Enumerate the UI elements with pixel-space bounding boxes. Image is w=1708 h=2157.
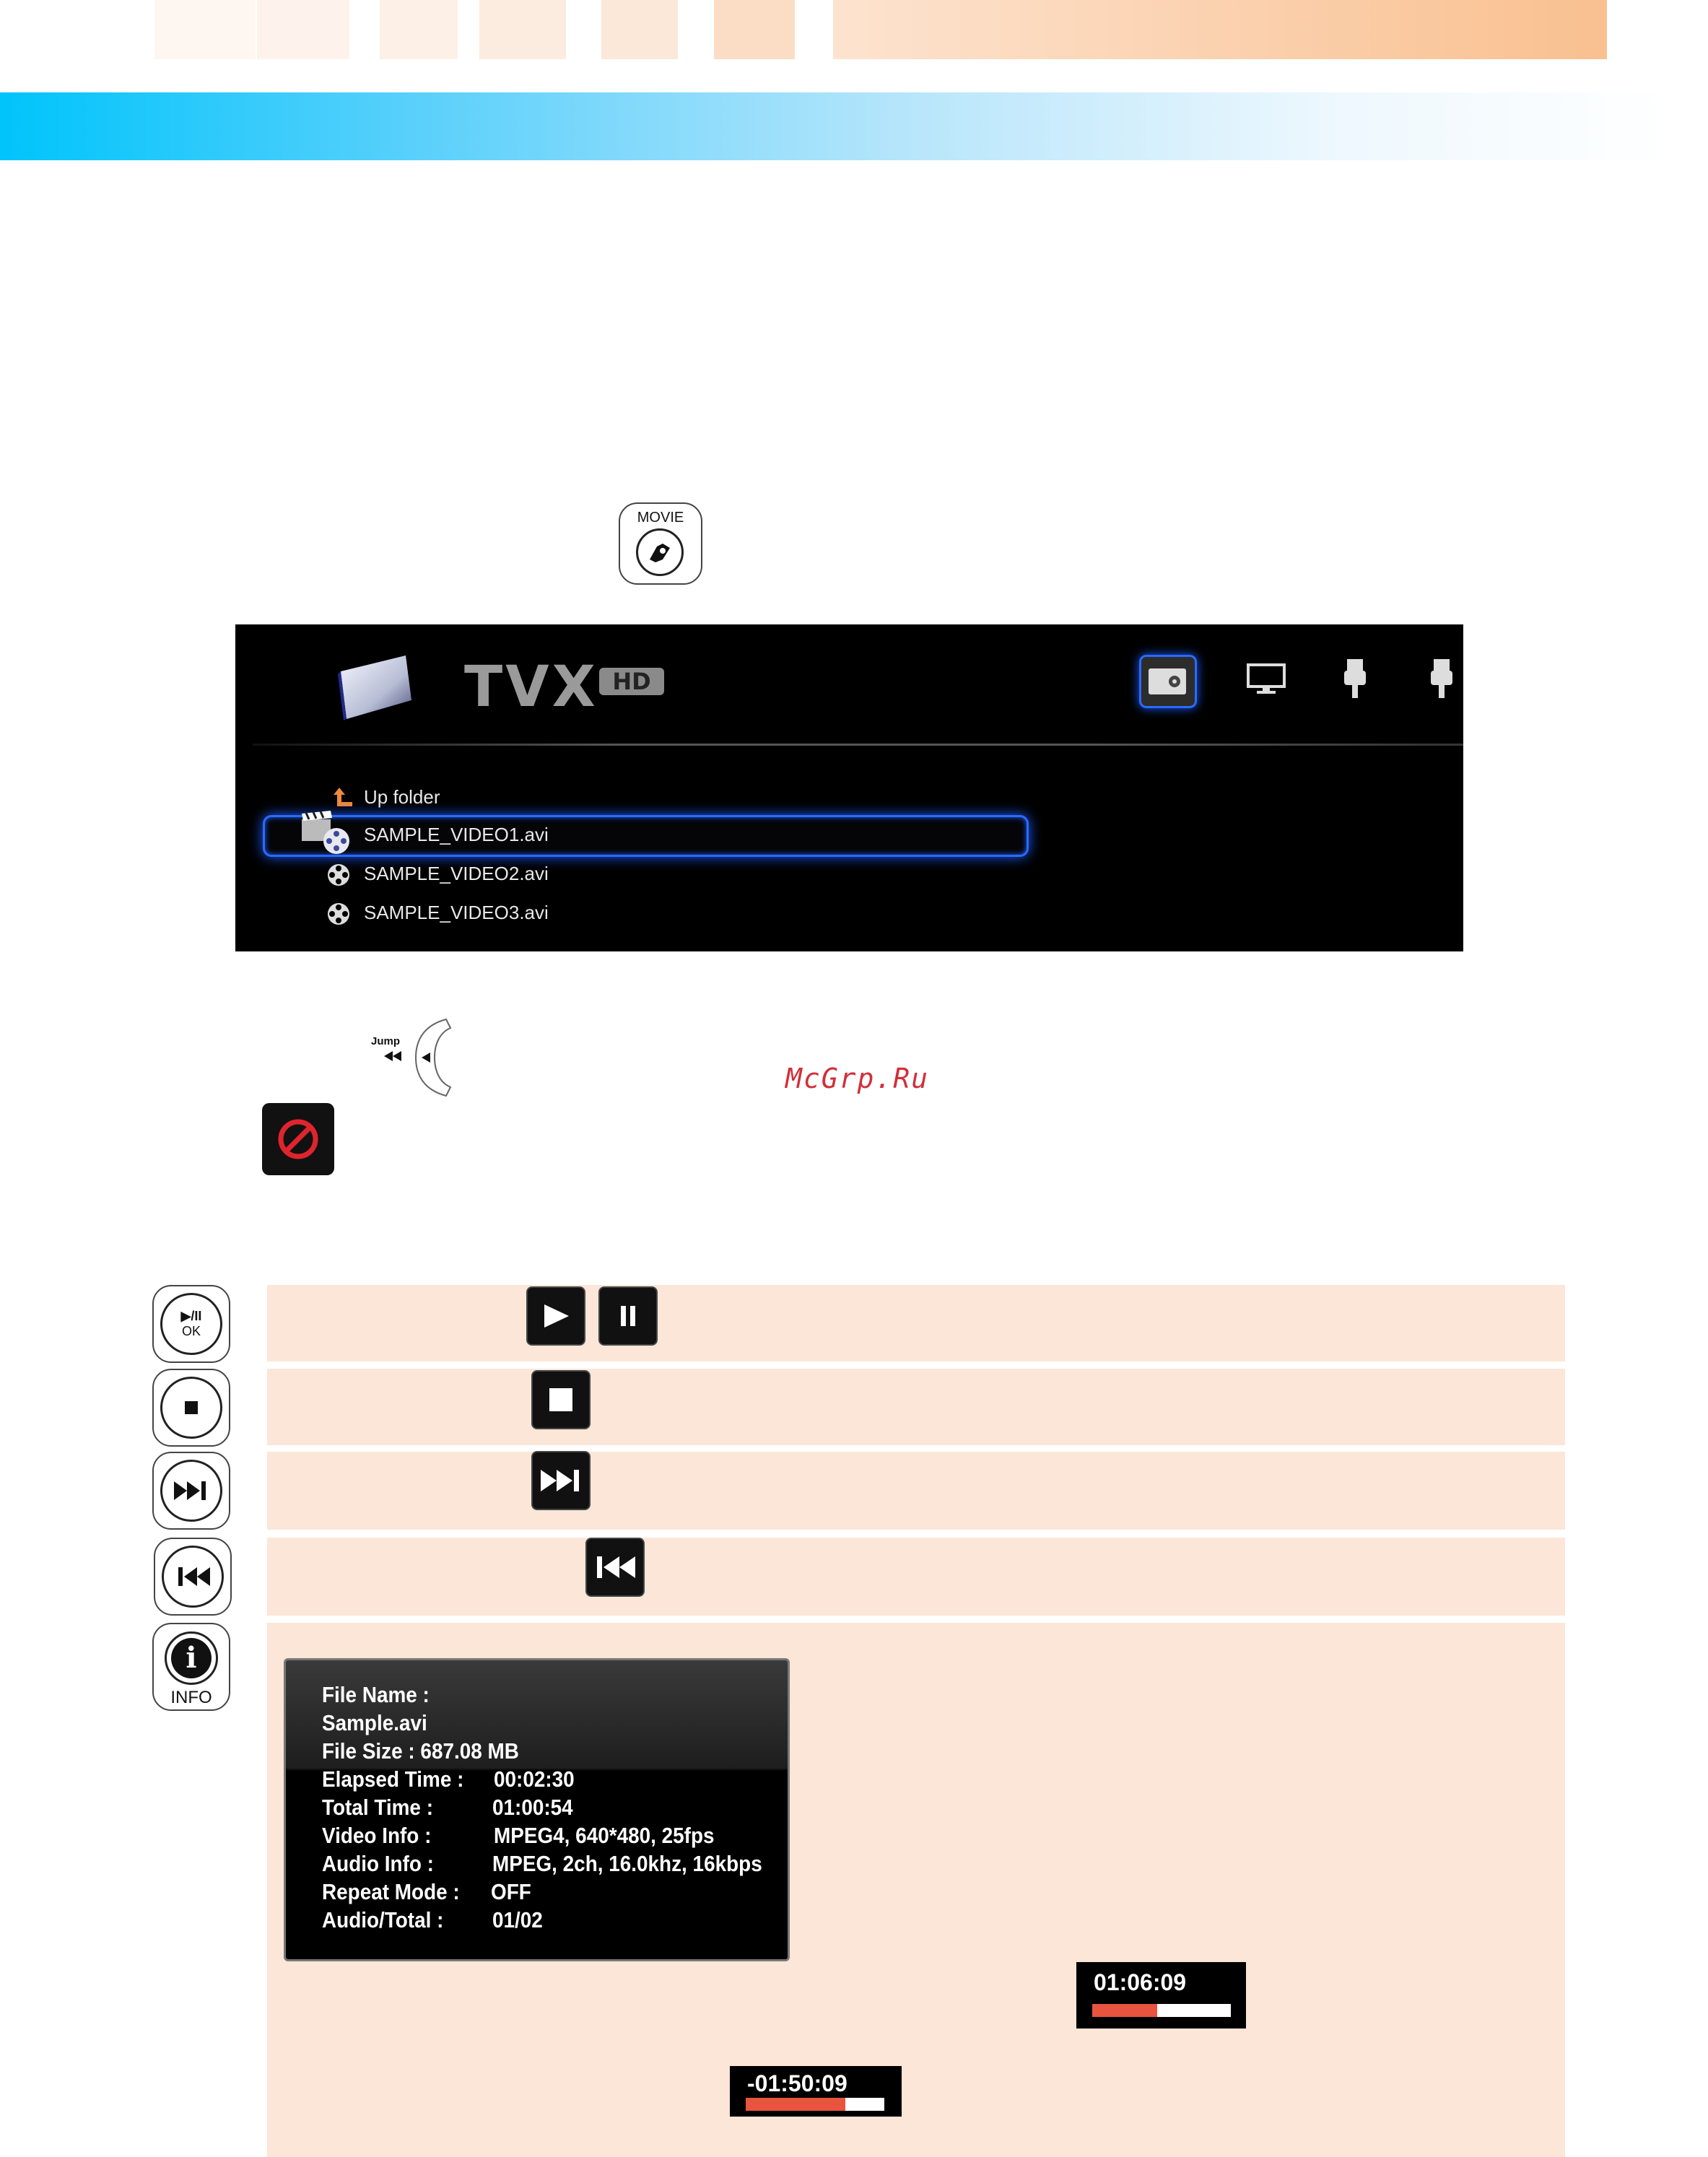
usb-icon[interactable] xyxy=(1416,655,1463,701)
elapsed-time-display xyxy=(1076,1962,1246,2029)
next-row xyxy=(267,1452,1565,1530)
previous-icon xyxy=(585,1538,645,1597)
header-gradient-bar xyxy=(0,92,1675,160)
pause-icon xyxy=(598,1286,658,1346)
stop-row xyxy=(267,1369,1565,1445)
file-row[interactable] xyxy=(235,894,1029,931)
movie-button-label: MOVIE xyxy=(637,510,684,526)
header-block-5 xyxy=(601,0,678,59)
info-row-label: Repeat Mode : xyxy=(322,1879,460,1904)
header-block-1 xyxy=(154,0,256,59)
info-row-label: Audio/Total : xyxy=(322,1907,444,1932)
next-icon xyxy=(531,1451,591,1510)
previous-row xyxy=(267,1538,1565,1616)
stop-icon xyxy=(185,1401,198,1414)
prohibited-icon xyxy=(262,1103,334,1175)
previous-button[interactable] xyxy=(154,1538,232,1616)
info-row-label: Video Info : xyxy=(322,1823,432,1848)
info-row-value: 01/02 xyxy=(492,1907,543,1932)
info-row-label: Total Time : xyxy=(322,1795,433,1820)
info-row-value: MPEG4, 640*480, 25fps xyxy=(494,1823,715,1848)
up-arrow-icon xyxy=(332,786,355,808)
elapsed-progress-bar xyxy=(1092,2004,1231,2017)
movie-button[interactable] xyxy=(619,502,702,585)
play-pause-row xyxy=(267,1285,1565,1361)
file-name-value: Sample.avi xyxy=(322,1710,427,1735)
file-row[interactable] xyxy=(235,855,1029,892)
device-image xyxy=(336,650,416,722)
info-panel xyxy=(284,1658,790,1961)
header-block-3 xyxy=(380,0,458,59)
info-row-label: Elapsed Time : xyxy=(322,1766,464,1792)
film-reel-icon xyxy=(636,528,684,576)
jump-button[interactable] xyxy=(411,1018,455,1097)
hd-badge: HD xyxy=(599,668,664,695)
remaining-progress-fill xyxy=(746,2098,845,2111)
usb-icon[interactable] xyxy=(1330,655,1380,701)
file-name: SAMPLE_VIDEO1.avi xyxy=(364,824,549,845)
info-row-value: OFF xyxy=(491,1879,531,1904)
header-divider xyxy=(253,744,1463,746)
jump-label: Jump xyxy=(371,1035,401,1047)
brand-logo: TVX xyxy=(464,655,598,720)
play-pause-label: ▶/II xyxy=(180,1309,202,1323)
ok-label: OK xyxy=(181,1324,201,1338)
remaining-progress-bar xyxy=(746,2098,884,2111)
elapsed-time: 01:06:09 xyxy=(1094,1969,1187,1995)
up-folder-row[interactable] xyxy=(235,779,1029,815)
info-label: INFO xyxy=(170,1688,212,1707)
film-reel-icon xyxy=(326,863,351,887)
file-name: SAMPLE_VIDEO3.avi xyxy=(364,902,549,923)
next-button[interactable] xyxy=(152,1452,230,1530)
play-ok-button[interactable] xyxy=(152,1285,230,1363)
play-icon xyxy=(526,1286,585,1346)
up-folder-label: Up folder xyxy=(364,786,440,808)
file-name: SAMPLE_VIDEO2.avi xyxy=(364,863,549,884)
info-row-value: 01:00:54 xyxy=(492,1795,573,1820)
header-block-6 xyxy=(714,0,795,59)
file-browser-screen xyxy=(235,624,1463,951)
elapsed-progress-fill xyxy=(1092,2004,1157,2017)
header-block-2 xyxy=(257,0,349,59)
remaining-time-display xyxy=(730,2066,902,2117)
header-block-4 xyxy=(479,0,566,59)
remaining-time: -01:50:09 xyxy=(747,2070,848,2096)
hdd-icon[interactable] xyxy=(1139,655,1197,708)
next-icon xyxy=(174,1481,209,1500)
file-name-label: File Name : xyxy=(322,1682,430,1707)
header-block-7 xyxy=(833,0,1607,59)
video-file-icon xyxy=(299,809,354,857)
info-row-value: 00:02:30 xyxy=(494,1766,575,1792)
watermark: McGrp.Ru xyxy=(785,1063,930,1094)
file-size: File Size : 687.08 MB xyxy=(322,1738,519,1764)
stop-icon xyxy=(531,1370,591,1429)
file-row[interactable] xyxy=(235,816,1029,853)
rewind-icon xyxy=(384,1051,401,1061)
info-button[interactable] xyxy=(152,1623,230,1711)
previous-icon xyxy=(175,1567,210,1586)
film-reel-icon xyxy=(326,902,351,926)
info-row-label: Audio Info : xyxy=(322,1851,434,1876)
info-icon: i xyxy=(165,1631,218,1685)
network-icon[interactable] xyxy=(1241,655,1291,701)
stop-button[interactable] xyxy=(152,1369,230,1447)
info-row-value: MPEG, 2ch, 16.0khz, 16kbps xyxy=(492,1851,762,1876)
